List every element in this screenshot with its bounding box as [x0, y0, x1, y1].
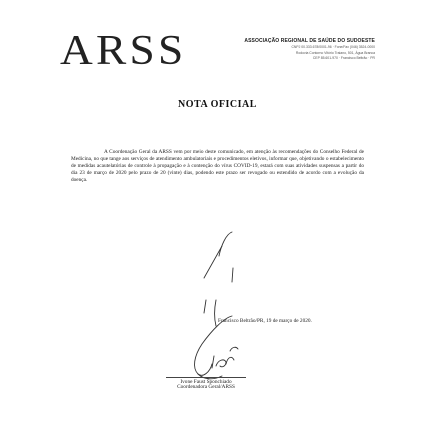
- organization-header: [200, 38, 375, 62]
- city-line: CEP 85.601-970 · Francisco Beltrão · PR: [312, 56, 375, 60]
- address-line: Rodovia Contorno Vitório Traiano, 501, Água Branca: [295, 50, 375, 55]
- organization-name: ASSOCIAÇÃO REGIONAL DE SAÚDE DO SUDOESTE: [244, 38, 375, 44]
- notice-body: A Coordenação Geral da ARSS vem por meio deste comunicado, em atenção às recomendações do Conselho Federal de Medicina, no que tange aos serviços de atendimento ambulatoriais e procedimentos eletivos, informar que, objetivando o estabelecimento de medidas acautelatórias de controle à propagação e à contenção do vírus COVID-19, estará com suas atividades suspensas a partir do dia 23 de março de 2020 pelo prazo de 20 (vinte) dias, podendo este prazo ser revogado ou estendido de acordo com a evolução da doença.: [71, 149, 364, 184]
- document-title: NOTA OFICIAL: [178, 99, 257, 110]
- contact-line: CNPJ 00.333.678/0001-96 · Fone/Fax (046) 3524-0000: [291, 45, 375, 49]
- signatory-role: Coordenadora Geral/ARSS: [177, 384, 235, 390]
- arss-logo: ARSS: [60, 28, 187, 74]
- signatory-name: Ivone Faust Sponchiado: [166, 377, 246, 385]
- place-and-date: Francisco Beltrão/PR, 19 de março de 2020.: [218, 318, 312, 324]
